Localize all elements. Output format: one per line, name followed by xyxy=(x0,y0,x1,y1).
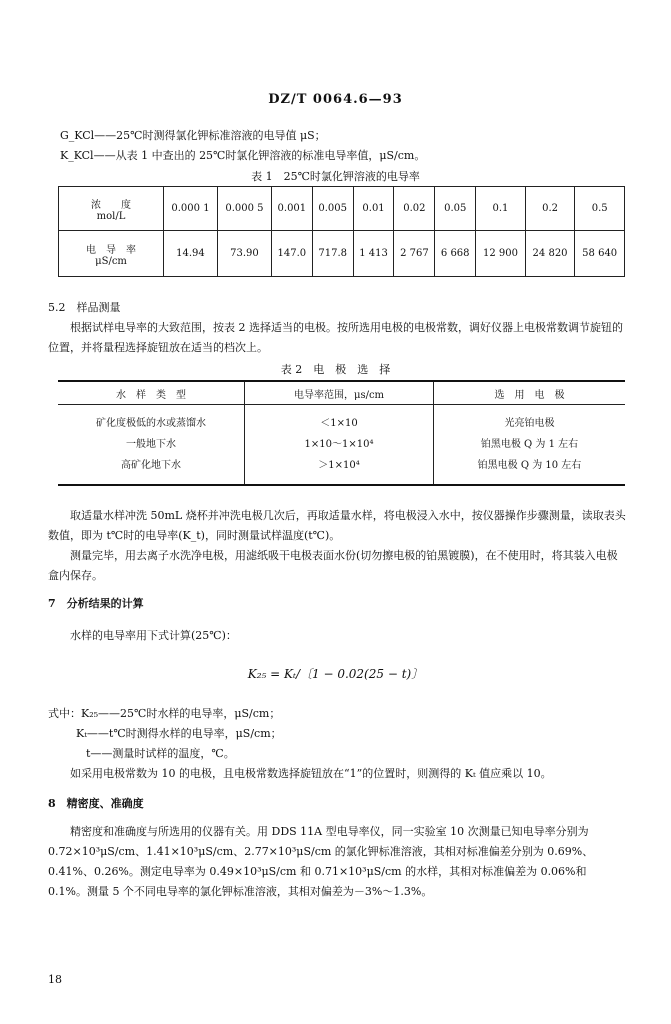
table1-cell: 0.5 xyxy=(575,187,625,231)
table2-cell: 光亮铂电极 xyxy=(504,417,555,429)
table1-cell: 24 820 xyxy=(525,231,575,277)
table1 xyxy=(58,186,625,277)
table1-cell: 1 413 xyxy=(353,231,394,277)
table1-conc-label: 浓 度 xyxy=(91,199,131,211)
cleanup-paragraph: 测量完毕，用去离子水洗净电极，用滤纸吸干电极表面水份(切勿擦电极的铂黑镀膜)，在不使用时，将其装入电极盒内保存。 xyxy=(48,549,618,582)
table2-cell: ＞1×10⁴ xyxy=(318,459,360,471)
table1-cell: 0.01 xyxy=(353,187,394,231)
section-8-title: 8 精密度、准确度 xyxy=(48,797,144,810)
table2-header: 水 样 类 型 xyxy=(58,381,245,405)
table1-cell: 717.8 xyxy=(312,231,353,277)
table2-cell: 1×10～1×10⁴ xyxy=(304,438,374,450)
table1-cond-label: 电 导 率 xyxy=(86,244,136,256)
formula-def-kt: Kₜ——t℃时测得水样的电导率，μS/cm； xyxy=(76,727,282,740)
table2-header: 电导率范围，μs/cm xyxy=(245,381,434,405)
procedure-paragraph: 取适量水样冲洗 50mL 烧杯并冲洗电极几次后，再取适量水样，将电极浸入水中，按仪器操作步骤测量，读取表头数值，即为 t℃时的电导率(K_t)，同时测量试样温度(t℃)。 xyxy=(48,509,626,542)
table1-row-label xyxy=(59,187,164,231)
section-7-intro: 水样的电导率用下式计算(25℃)： xyxy=(70,629,237,642)
table1-cell: 0.1 xyxy=(476,187,526,231)
table1-cell: 58 640 xyxy=(575,231,625,277)
table1-cell: 0.02 xyxy=(394,187,435,231)
table1-cell: 0.000 1 xyxy=(164,187,218,231)
table2-cell: 铂黑电极 Q 为 1 左右 xyxy=(480,438,579,450)
table2-col-range xyxy=(245,405,434,485)
table1-cell: 0.2 xyxy=(525,187,575,231)
table1-row-label xyxy=(59,231,164,277)
table2-col-water-type xyxy=(58,405,245,485)
table1-caption: 表 1 25℃时氯化钾溶液的电导率 xyxy=(251,170,420,183)
table1-cell: 14.94 xyxy=(164,231,218,277)
table2-cell: ＜1×10 xyxy=(320,417,358,429)
table1-conc-unit: mol/L xyxy=(96,210,126,222)
def-kkcl: K_KCl——从表 1 中查出的 25℃时氯化钾溶液的标准电导率值，μS/cm。 xyxy=(60,149,426,162)
table1-cell: 0.005 xyxy=(312,187,353,231)
table1-cell: 0.000 5 xyxy=(217,187,271,231)
section-8-paragraph: 精密度和准确度与所选用的仪器有关。用 DDS 11A 型电导率仪，同一实验室 10 次测量已知电导率分别为 0.72×10³μS/cm、1.41×10³μS/cm、2.77×10³μS/cm 的氯化钾标准溶液，其相对标准偏差分别为 0.69%、0.41%、0.26%。测定电导率为 0.49×10³μS/cm 和 0.71×10³μS/cm 的水样，其相对标准偏差为 0.06%和 0.1%。测量 5 个不同电导率的氯化钾标准溶液，其相对偏差为－3%～1.3%。 xyxy=(48,825,594,898)
section-5-2-title: 5.2 样品测量 xyxy=(48,301,121,314)
table1-cell: 6 668 xyxy=(435,231,476,277)
table2-col-electrode xyxy=(434,405,626,485)
formula-def-t: t——测量时试样的温度，℃。 xyxy=(86,747,235,760)
table2-cell: 矿化度极低的水或蒸馏水 xyxy=(96,417,206,429)
table2-cell: 铂黑电极 Q 为 10 左右 xyxy=(477,459,582,471)
def-gkcl: G_KCl——25℃时测得氯化钾标准溶液的电导值 μS； xyxy=(60,129,326,142)
formula-def-k25: 式中：K₂₅——25℃时水样的电导率，μS/cm； xyxy=(48,707,281,720)
table2-cell: 一般地下水 xyxy=(126,438,176,450)
conductivity-formula: K₂₅ = Kₜ/〔1 − 0.02(25 − t)〕 xyxy=(247,667,424,681)
document-header: DZ/T 0064.6—93 xyxy=(268,92,403,107)
table1-cond-unit: μS/cm xyxy=(95,255,127,267)
section-7-title: 7 分析结果的计算 xyxy=(48,597,144,610)
table1-cell: 0.05 xyxy=(435,187,476,231)
table2-header: 选 用 电 极 xyxy=(434,381,626,405)
section-5-2-paragraph: 根据试样电导率的大致范围，按表 2 选择适当的电极。按所选用电极的电极常数，调好仪器上电极常数调节旋钮的位置，并将量程选择旋钮放在适当的档次上。 xyxy=(48,321,623,354)
table1-cell: 73.90 xyxy=(217,231,271,277)
table2 xyxy=(58,380,625,486)
table1-cell: 12 900 xyxy=(476,231,526,277)
table1-cell: 2 767 xyxy=(394,231,435,277)
table2-caption: 表 2 电 极 选 择 xyxy=(280,363,391,376)
section-7-note: 如采用电极常数为 10 的电极，且电极常数选择旋钮放在“1”的位置时，则测得的 Kₜ 值应乘以 10。 xyxy=(70,767,552,780)
table2-cell: 高矿化地下水 xyxy=(121,459,181,471)
page-number: 18 xyxy=(48,973,62,986)
table1-cell: 147.0 xyxy=(271,231,312,277)
table1-cell: 0.001 xyxy=(271,187,312,231)
